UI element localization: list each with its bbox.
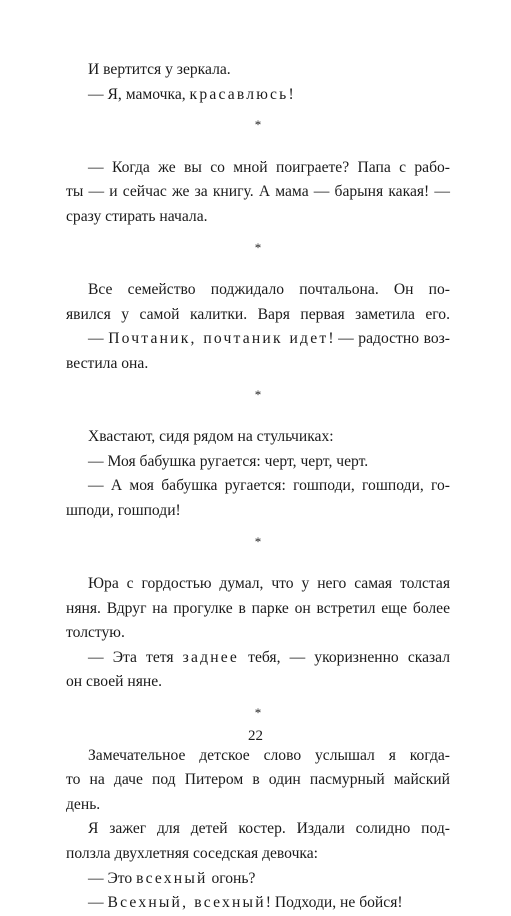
text-line: толстую. (66, 624, 125, 642)
text-line: Замечательное детское слово услышал я когда- (88, 746, 450, 764)
spaced-emphasis: Почтаник, почтаник идет (108, 330, 329, 348)
text-section (66, 278, 450, 376)
text-line: то на даче под Питером в один пасмурный майский (66, 771, 450, 789)
text-line: — Почтаник, почтаник идет! — радостно воз- (88, 330, 451, 348)
text-line: Все семейство поджидало почтальона. Он по- (88, 281, 450, 299)
spaced-emphasis: Всехный, всехный (107, 894, 266, 912)
text-line: няня. Вдруг на прогулке в парке он встретил еще более (66, 599, 450, 617)
text-line: — Я, мамочка, красавлюсь! (88, 85, 294, 103)
text-section (66, 744, 450, 916)
section-separator: * (254, 239, 262, 255)
text-line: — Моя бабушка ругается: черт, черт, черт. (88, 452, 369, 470)
text-section (66, 58, 450, 107)
text-section (66, 156, 450, 230)
text-line: Юра с гордостью думал, что у него самая толстая (88, 575, 450, 593)
page-number: 22 (248, 728, 263, 744)
text-line: Я зажег для детей костер. Издали солидно под- (88, 820, 450, 838)
text-line: шподи, гошподи! (66, 501, 181, 519)
text-section (66, 572, 450, 695)
section-separator: * (254, 117, 262, 133)
text-line: день. (66, 795, 101, 813)
text-line: — Когда же вы со мной поиграете? Папа с рабо- (88, 158, 450, 176)
text-line: — Это всехный огонь? (88, 869, 256, 887)
text-line: — А моя бабушка ругается: гошподи, гошподи, го- (88, 477, 450, 495)
text-line: вестила она. (66, 354, 149, 372)
section-separator: * (254, 386, 262, 402)
page-body (66, 58, 450, 916)
text-line: — Всехный, всехный! Подходи, не бойся! (88, 894, 403, 912)
section-separator: * (254, 705, 262, 721)
section-separator: * (254, 533, 262, 549)
text-line: ты — и сейчас же за книгу. А мама — барыня какая! — (66, 183, 450, 201)
text-line: ползла двухлетняя соседская девочка: (66, 845, 319, 863)
spaced-emphasis: заднее (182, 648, 240, 666)
text-line: явился у самой калитки. Варя первая заметила его. (66, 305, 450, 323)
text-line: Хвастают, сидя рядом на стульчиках: (88, 428, 334, 446)
text-line: сразу стирать начала. (66, 207, 208, 225)
text-line: он своей няне. (66, 673, 163, 691)
spaced-emphasis: красавлюсь (189, 85, 289, 103)
text-section (66, 425, 450, 523)
spaced-emphasis: всехный (136, 869, 208, 887)
text-line: — Эта тетя заднее тебя, — укоризненно сказал (88, 648, 451, 666)
text-line: И вертится у зеркала. (88, 61, 231, 78)
